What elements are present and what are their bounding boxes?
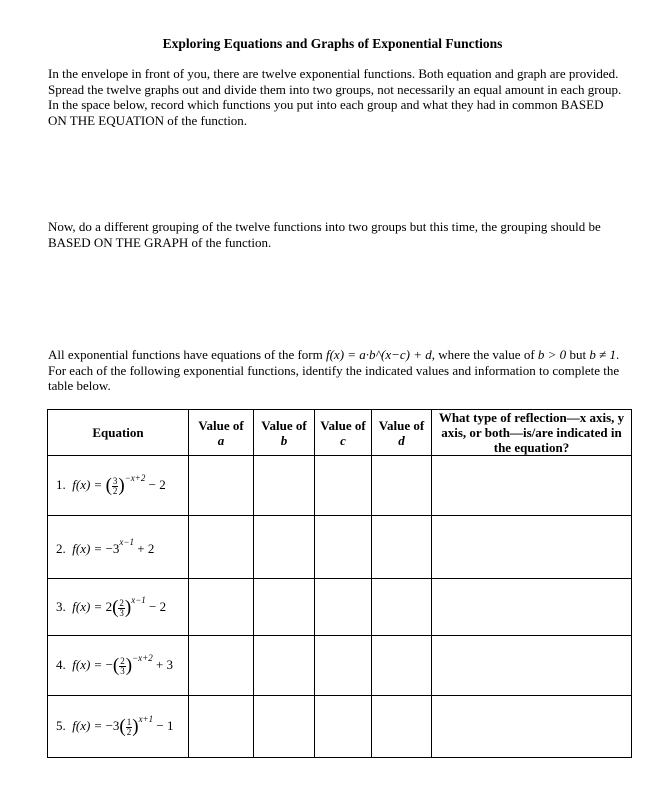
general-form: f(x) = a·b^(x−c) + d (325, 347, 432, 362)
form-text-3: but (566, 347, 590, 362)
answer-b-1[interactable] (254, 456, 315, 516)
condition-b-positive: b > 0 (537, 347, 567, 362)
answer-d-4[interactable] (372, 636, 432, 696)
answer-d-5[interactable] (372, 696, 432, 758)
table-row (48, 636, 632, 696)
answer-b-2[interactable] (254, 516, 315, 579)
equation-4: 4. f(x) = −( $\frac{2}{3}$ )$^{-x+2}$ + 3 (48, 636, 189, 696)
answer-reflection-5[interactable] (432, 696, 632, 758)
answer-a-3[interactable] (189, 579, 254, 636)
answer-reflection-4[interactable] (432, 636, 632, 696)
form-text-4: . For each of the following exponential functions, identify the indicated values and information to complete the table below. (48, 347, 620, 393)
answer-reflection-2[interactable] (432, 516, 632, 579)
header-equation: Equation (48, 410, 189, 456)
instructions-form (48, 347, 623, 394)
answer-c-1[interactable] (315, 456, 372, 516)
form-text-1: All exponential functions have equations of the form (48, 347, 326, 362)
answer-reflection-3[interactable] (432, 579, 632, 636)
instructions-equation-grouping: In the envelope in front of you, there are twelve exponential functions. Both equation and graph are provided. Spread the twelve graphs out and divide them into two groups, not necessarily an equal amount in each group. In the space below, record which functions you put into each group and what they had in common BASED ON THE EQUATION of the function. (48, 66, 622, 128)
answer-b-3[interactable] (254, 579, 315, 636)
equation-1: 1. f(x) = ( $\frac{3}{2}$ )$^{-x+2}$ − 2 (48, 456, 189, 516)
form-text-2: , where the value of (431, 347, 538, 362)
answer-c-3[interactable] (315, 579, 372, 636)
exponential-functions-table (47, 409, 632, 758)
equation-3: 3. f(x) = 2( $\frac{2}{3}$ )$^{x-1}$ − 2 (48, 579, 189, 636)
header-value-b: Value of b (254, 410, 315, 456)
table-row (48, 579, 632, 636)
answer-a-4[interactable] (189, 636, 254, 696)
table-row (48, 696, 632, 758)
answer-a-5[interactable] (189, 696, 254, 758)
answer-d-3[interactable] (372, 579, 432, 636)
table-row (48, 516, 632, 579)
answer-d-1[interactable] (372, 456, 432, 516)
header-value-c: Value of c (315, 410, 372, 456)
equation-5: 5. f(x) = −3( $\frac{1}{2}$ )$^{x+1}$ − 1 (48, 696, 189, 758)
answer-b-4[interactable] (254, 636, 315, 696)
header-value-d: Value of d (372, 410, 432, 456)
worksheet-title: Exploring Equations and Graphs of Exponential Functions (162, 36, 503, 51)
equation-2: 2. $f(x) = -3^{x-1} + 2$ (48, 516, 189, 579)
header-value-a: Value of a (189, 410, 254, 456)
answer-a-1[interactable] (189, 456, 254, 516)
answer-c-2[interactable] (315, 516, 372, 579)
instructions-graph-grouping: Now, do a different grouping of the twelve functions into two groups but this time, the grouping should be BASED ON THE GRAPH of the function. (48, 219, 601, 250)
table-header-row (48, 410, 632, 456)
condition-b-not-one: b ≠ 1 (589, 347, 616, 362)
table-row (48, 456, 632, 516)
answer-a-2[interactable] (189, 516, 254, 579)
answer-c-5[interactable] (315, 696, 372, 758)
answer-c-4[interactable] (315, 636, 372, 696)
answer-b-5[interactable] (254, 696, 315, 758)
header-reflection: What type of reflection—x axis, y axis, or both—is/are indicated in the equation? (432, 410, 632, 456)
answer-reflection-1[interactable] (432, 456, 632, 516)
answer-d-2[interactable] (372, 516, 432, 579)
